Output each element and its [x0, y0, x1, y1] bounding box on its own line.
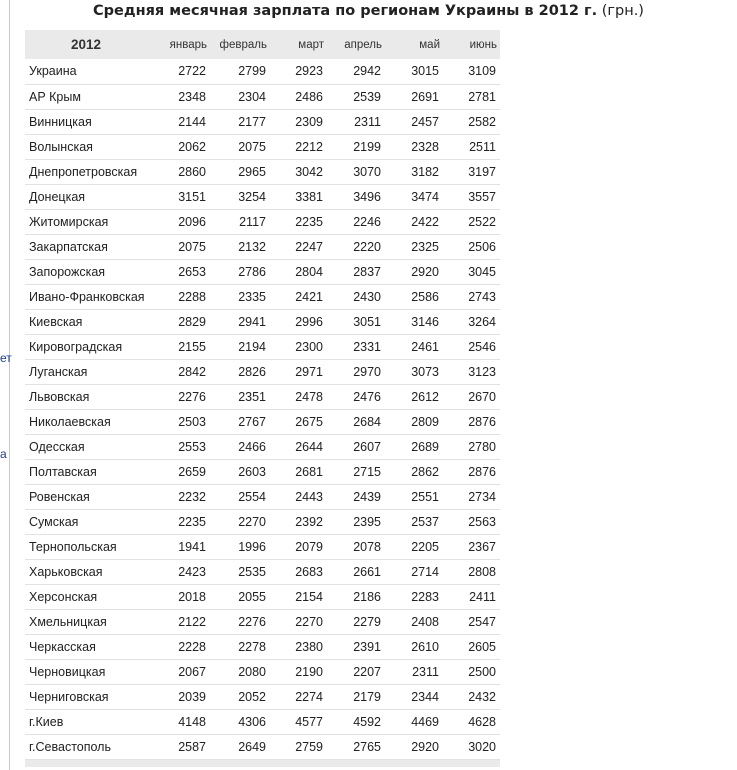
- salary-value-cell: 2344: [385, 684, 443, 709]
- region-name-cell: Полтавская: [25, 459, 150, 484]
- salary-value-cell: 2205: [385, 534, 443, 559]
- salary-value-cell: 2422: [385, 209, 443, 234]
- salary-value-cell: 2186: [327, 584, 385, 609]
- salary-value-cell: 2190: [270, 659, 327, 684]
- salary-value-cell: 2506: [443, 234, 500, 259]
- table-row: [25, 359, 500, 384]
- salary-value-cell: 3020: [443, 734, 500, 759]
- salary-value-cell: 2675: [270, 409, 327, 434]
- salary-value-cell: 2691: [385, 84, 443, 109]
- salary-value-cell: 2659: [150, 459, 210, 484]
- salary-value-cell: 2232: [150, 484, 210, 509]
- region-name-cell: Черкасская: [25, 634, 150, 659]
- salary-value-cell: 2478: [270, 384, 327, 409]
- salary-value-cell: 2270: [210, 509, 270, 534]
- salary-value-cell: 2055: [210, 584, 270, 609]
- salary-value-cell: 2610: [385, 634, 443, 659]
- salary-value-cell: 2809: [385, 409, 443, 434]
- salary-value-cell: 2607: [327, 434, 385, 459]
- salary-value-cell: 2080: [210, 659, 270, 684]
- table-row: [25, 284, 500, 309]
- table-row: [25, 709, 500, 734]
- salary-value-cell: 2039: [150, 684, 210, 709]
- salary-value-cell: 3045: [443, 259, 500, 284]
- salary-value-cell: 2586: [385, 284, 443, 309]
- salary-value-cell: 2423: [150, 559, 210, 584]
- salary-value-cell: 2563: [443, 509, 500, 534]
- salary-value-cell: 2767: [210, 409, 270, 434]
- salary-value-cell: 2799: [210, 59, 270, 84]
- salary-value-cell: 2862: [385, 459, 443, 484]
- region-name-cell: Винницкая: [25, 109, 150, 134]
- salary-value-cell: 2207: [327, 659, 385, 684]
- salary-value-cell: 2603: [210, 459, 270, 484]
- table-row: [25, 159, 500, 184]
- salary-value-cell: 2246: [327, 209, 385, 234]
- left-border-rule: [9, 0, 10, 770]
- salary-value-cell: 2411: [443, 584, 500, 609]
- salary-value-cell: 2649: [210, 734, 270, 759]
- salary-value-cell: 2554: [210, 484, 270, 509]
- salary-value-cell: 2144: [150, 109, 210, 134]
- salary-value-cell: 2522: [443, 209, 500, 234]
- salary-value-cell: 2279: [327, 609, 385, 634]
- salary-value-cell: 2199: [327, 134, 385, 159]
- salary-value-cell: 2430: [327, 284, 385, 309]
- salary-value-cell: 2075: [150, 234, 210, 259]
- region-name-cell: АР Крым: [25, 84, 150, 109]
- salary-value-cell: 2683: [270, 559, 327, 584]
- salary-value-cell: 2920: [385, 259, 443, 284]
- table-body: [25, 59, 500, 759]
- salary-value-cell: 2644: [270, 434, 327, 459]
- table-row: [25, 534, 500, 559]
- salary-value-cell: 2278: [210, 634, 270, 659]
- cut-off-link-fragment[interactable]: ет: [0, 351, 12, 365]
- salary-value-cell: 2466: [210, 434, 270, 459]
- table-row: [25, 634, 500, 659]
- table-row: [25, 609, 500, 634]
- salary-value-cell: 2432: [443, 684, 500, 709]
- salary-value-cell: 2194: [210, 334, 270, 359]
- table-row: [25, 684, 500, 709]
- table-row: [25, 459, 500, 484]
- salary-value-cell: 2348: [150, 84, 210, 109]
- month-header: июнь: [469, 38, 497, 51]
- table-row: [25, 384, 500, 409]
- table-row: [25, 334, 500, 359]
- salary-value-cell: 2300: [270, 334, 327, 359]
- salary-value-cell: 3146: [385, 309, 443, 334]
- table-row: [25, 434, 500, 459]
- region-name-cell: Николаевская: [25, 409, 150, 434]
- salary-value-cell: 2715: [327, 459, 385, 484]
- salary-value-cell: 2155: [150, 334, 210, 359]
- salary-value-cell: 2018: [150, 584, 210, 609]
- salary-value-cell: 2476: [327, 384, 385, 409]
- salary-value-cell: 2380: [270, 634, 327, 659]
- salary-value-cell: 2808: [443, 559, 500, 584]
- table-row: [25, 309, 500, 334]
- region-name-cell: Херсонская: [25, 584, 150, 609]
- table-row: [25, 234, 500, 259]
- salary-value-cell: 2079: [270, 534, 327, 559]
- salary-value-cell: 2734: [443, 484, 500, 509]
- salary-value-cell: 2670: [443, 384, 500, 409]
- salary-value-cell: 2996: [270, 309, 327, 334]
- salary-value-cell: 2335: [210, 284, 270, 309]
- salary-value-cell: 2486: [270, 84, 327, 109]
- salary-value-cell: 2392: [270, 509, 327, 534]
- salary-value-cell: 2228: [150, 634, 210, 659]
- region-name-cell: Житомирская: [25, 209, 150, 234]
- salary-value-cell: 2551: [385, 484, 443, 509]
- salary-value-cell: 2331: [327, 334, 385, 359]
- month-header: февраль: [219, 38, 267, 51]
- salary-value-cell: 3182: [385, 159, 443, 184]
- table-header-row: [25, 30, 500, 59]
- table-footer-bar: [25, 759, 500, 767]
- salary-value-cell: 2971: [270, 359, 327, 384]
- salary-value-cell: 2684: [327, 409, 385, 434]
- salary-value-cell: 2743: [443, 284, 500, 309]
- salary-value-cell: 2722: [150, 59, 210, 84]
- salary-value-cell: 2235: [270, 209, 327, 234]
- table-title-unit: (грн.): [601, 3, 644, 19]
- salary-value-cell: 2970: [327, 359, 385, 384]
- salary-value-cell: 2395: [327, 509, 385, 534]
- salary-value-cell: 2860: [150, 159, 210, 184]
- salary-value-cell: 2759: [270, 734, 327, 759]
- salary-value-cell: 3474: [385, 184, 443, 209]
- salary-value-cell: 2689: [385, 434, 443, 459]
- salary-value-cell: 2096: [150, 209, 210, 234]
- salary-value-cell: 1996: [210, 534, 270, 559]
- salary-value-cell: 2553: [150, 434, 210, 459]
- salary-value-cell: 2539: [327, 84, 385, 109]
- salary-value-cell: 3197: [443, 159, 500, 184]
- salary-value-cell: 2309: [270, 109, 327, 134]
- salary-value-cell: 2535: [210, 559, 270, 584]
- salary-value-cell: 3496: [327, 184, 385, 209]
- table-title-text: Средняя месячная зарплата по регионам Украины в 2012 г.: [93, 3, 598, 19]
- salary-value-cell: 2421: [270, 284, 327, 309]
- salary-value-cell: 2154: [270, 584, 327, 609]
- salary-value-cell: 2274: [270, 684, 327, 709]
- salary-value-cell: 2439: [327, 484, 385, 509]
- region-name-cell: Волынская: [25, 134, 150, 159]
- table-row: [25, 109, 500, 134]
- salary-value-cell: 2351: [210, 384, 270, 409]
- salary-value-cell: 2276: [150, 384, 210, 409]
- salary-value-cell: 2829: [150, 309, 210, 334]
- table-row: [25, 209, 500, 234]
- salary-value-cell: 2235: [150, 509, 210, 534]
- salary-value-cell: 2612: [385, 384, 443, 409]
- salary-value-cell: 2052: [210, 684, 270, 709]
- salary-value-cell: 2408: [385, 609, 443, 634]
- salary-value-cell: 2122: [150, 609, 210, 634]
- region-name-cell: Львовская: [25, 384, 150, 409]
- salary-value-cell: 2503: [150, 409, 210, 434]
- salary-value-cell: 3070: [327, 159, 385, 184]
- salary-value-cell: 2067: [150, 659, 210, 684]
- month-header: май: [419, 38, 440, 51]
- region-name-cell: Луганская: [25, 359, 150, 384]
- month-header: апрель: [344, 38, 382, 51]
- salary-value-cell: 2220: [327, 234, 385, 259]
- salary-value-cell: 2276: [210, 609, 270, 634]
- salary-value-cell: 2457: [385, 109, 443, 134]
- salary-value-cell: 2367: [443, 534, 500, 559]
- salary-value-cell: 2842: [150, 359, 210, 384]
- salary-value-cell: 2837: [327, 259, 385, 284]
- table-row: [25, 59, 500, 84]
- cut-off-link-fragment[interactable]: а: [0, 447, 7, 461]
- salary-value-cell: 2132: [210, 234, 270, 259]
- salary-value-cell: 1941: [150, 534, 210, 559]
- table-row: [25, 409, 500, 434]
- salary-value-cell: 4592: [327, 709, 385, 734]
- region-name-cell: г.Киев: [25, 709, 150, 734]
- salary-value-cell: 2391: [327, 634, 385, 659]
- salary-value-cell: 2212: [270, 134, 327, 159]
- salary-value-cell: 4469: [385, 709, 443, 734]
- salary-value-cell: 2786: [210, 259, 270, 284]
- region-name-cell: Черниговская: [25, 684, 150, 709]
- salary-value-cell: 2461: [385, 334, 443, 359]
- table-row: [25, 584, 500, 609]
- salary-value-cell: 2311: [385, 659, 443, 684]
- salary-value-cell: 3264: [443, 309, 500, 334]
- salary-value-cell: 2804: [270, 259, 327, 284]
- salary-value-cell: 3123: [443, 359, 500, 384]
- salary-value-cell: 2443: [270, 484, 327, 509]
- table-row: [25, 134, 500, 159]
- salary-value-cell: 3254: [210, 184, 270, 209]
- salary-value-cell: 2942: [327, 59, 385, 84]
- region-name-cell: Закарпатская: [25, 234, 150, 259]
- salary-value-cell: 3557: [443, 184, 500, 209]
- table-row: [25, 559, 500, 584]
- salary-value-cell: 2247: [270, 234, 327, 259]
- month-header: март: [298, 38, 324, 51]
- salary-value-cell: 3381: [270, 184, 327, 209]
- region-name-cell: Ивано-Франковская: [25, 284, 150, 309]
- salary-value-cell: 2537: [385, 509, 443, 534]
- table-row: [25, 509, 500, 534]
- region-name-cell: Одесская: [25, 434, 150, 459]
- salary-value-cell: 2283: [385, 584, 443, 609]
- salary-value-cell: 2325: [385, 234, 443, 259]
- salary-value-cell: 2547: [443, 609, 500, 634]
- year-header: 2012: [70, 37, 102, 52]
- salary-value-cell: 3151: [150, 184, 210, 209]
- month-header: январь: [169, 38, 207, 51]
- region-name-cell: Ровенская: [25, 484, 150, 509]
- salary-value-cell: 4306: [210, 709, 270, 734]
- region-name-cell: Черновицкая: [25, 659, 150, 684]
- salary-value-cell: 2781: [443, 84, 500, 109]
- salary-value-cell: 2681: [270, 459, 327, 484]
- region-name-cell: Кировоградская: [25, 334, 150, 359]
- salary-value-cell: 2304: [210, 84, 270, 109]
- salary-value-cell: 3073: [385, 359, 443, 384]
- salary-value-cell: 4577: [270, 709, 327, 734]
- salary-value-cell: 2177: [210, 109, 270, 134]
- salary-value-cell: 2923: [270, 59, 327, 84]
- table-row: [25, 484, 500, 509]
- region-name-cell: Украина: [25, 59, 150, 84]
- salary-value-cell: 2288: [150, 284, 210, 309]
- table-title: [0, 3, 737, 19]
- salary-value-cell: 2876: [443, 409, 500, 434]
- region-name-cell: Хмельницкая: [25, 609, 150, 634]
- salary-value-cell: 2876: [443, 459, 500, 484]
- region-name-cell: Киевская: [25, 309, 150, 334]
- salary-value-cell: 2078: [327, 534, 385, 559]
- region-name-cell: Сумская: [25, 509, 150, 534]
- salary-value-cell: 2311: [327, 109, 385, 134]
- salary-value-cell: 2587: [150, 734, 210, 759]
- salary-table: [25, 30, 500, 767]
- region-name-cell: Запорожская: [25, 259, 150, 284]
- salary-value-cell: 2661: [327, 559, 385, 584]
- region-name-cell: г.Севастополь: [25, 734, 150, 759]
- salary-value-cell: 2075: [210, 134, 270, 159]
- salary-value-cell: 2062: [150, 134, 210, 159]
- table-row: [25, 259, 500, 284]
- salary-value-cell: 2500: [443, 659, 500, 684]
- region-name-cell: Донецкая: [25, 184, 150, 209]
- salary-value-cell: 2826: [210, 359, 270, 384]
- region-name-cell: Харьковская: [25, 559, 150, 584]
- table-row: [25, 659, 500, 684]
- salary-value-cell: 2179: [327, 684, 385, 709]
- salary-value-cell: 4628: [443, 709, 500, 734]
- region-name-cell: Тернопольская: [25, 534, 150, 559]
- salary-value-cell: 2328: [385, 134, 443, 159]
- salary-value-cell: 2511: [443, 134, 500, 159]
- salary-value-cell: 2765: [327, 734, 385, 759]
- salary-value-cell: 2605: [443, 634, 500, 659]
- salary-value-cell: 2780: [443, 434, 500, 459]
- salary-value-cell: 3109: [443, 59, 500, 84]
- salary-value-cell: 2546: [443, 334, 500, 359]
- salary-value-cell: 2941: [210, 309, 270, 334]
- salary-value-cell: 3051: [327, 309, 385, 334]
- table-row: [25, 734, 500, 759]
- salary-value-cell: 2270: [270, 609, 327, 634]
- salary-value-cell: 2714: [385, 559, 443, 584]
- salary-value-cell: 3042: [270, 159, 327, 184]
- salary-value-cell: 2965: [210, 159, 270, 184]
- salary-value-cell: 2653: [150, 259, 210, 284]
- table-row: [25, 184, 500, 209]
- salary-value-cell: 2920: [385, 734, 443, 759]
- salary-value-cell: 2117: [210, 209, 270, 234]
- salary-value-cell: 4148: [150, 709, 210, 734]
- region-name-cell: Днепропетровская: [25, 159, 150, 184]
- salary-value-cell: 2582: [443, 109, 500, 134]
- salary-value-cell: 3015: [385, 59, 443, 84]
- table-row: [25, 84, 500, 109]
